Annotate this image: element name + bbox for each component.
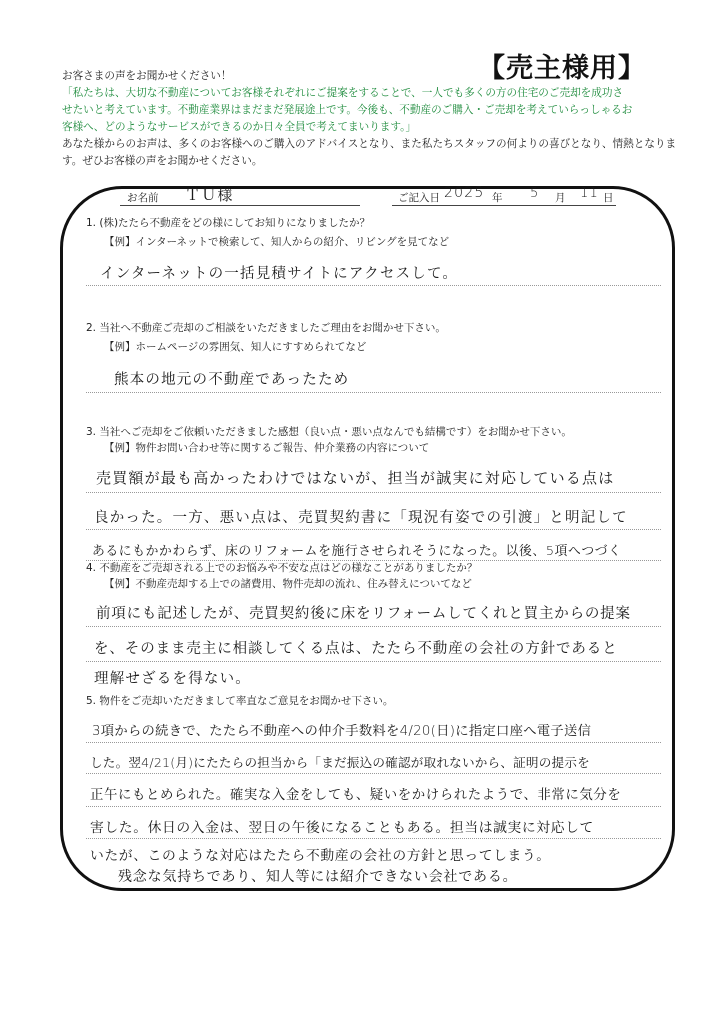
answer-1-line: インターネットの一括見積サイトにアクセスして。 bbox=[100, 266, 459, 282]
ruled-line bbox=[86, 529, 661, 530]
intro-green-line: 客様へ、どのようなサービスができるのか日々全員で考えてまいります。」 bbox=[62, 121, 417, 133]
ruled-line bbox=[86, 838, 661, 839]
date-month: 5 bbox=[530, 186, 540, 201]
answer-5-line: 害した。休日の入金は、翌日の午後になることもある。担当は誠実に対応して bbox=[90, 820, 594, 836]
answer-5-line: いたが、このような対応はたたら不動産の会社の方針と思ってしまう。 bbox=[90, 848, 551, 864]
name-underline bbox=[120, 205, 360, 206]
intro-line: あなた様からのお声は、多くのお客様へのご購入のアドバイスとなり、また私たちスタッフの何よりの喜びとなり、情熱となりま bbox=[62, 138, 677, 150]
question-3-example: 【例】物件お問い合わせ等に関するご報告、仲介業務の内容について bbox=[104, 442, 430, 454]
intro-green-line: 「私たちは、大切な不動産についてお客様それぞれにご提案をすることで、一人でも多くの方の住宅のご売却を成功さ bbox=[62, 87, 624, 99]
question-3: 3. 当社へご売却をご依頼いただきました感想（良い点・悪い点なんでも結構です）をお聞かせ下さい。 bbox=[86, 426, 572, 438]
ruled-line bbox=[86, 773, 661, 774]
intro-line: す。ぜひお客様の声をお聞かせください。 bbox=[62, 155, 263, 167]
answer-3-line: 良かった。一方、悪い点は、売買契約書に「現況有姿での引渡」と明記して bbox=[94, 510, 628, 526]
date-year: 2025 bbox=[444, 185, 485, 201]
question-1-example: 【例】インターネットで検索して、知人からの紹介、リビングを見てなど bbox=[104, 236, 450, 248]
ruled-line bbox=[86, 626, 661, 627]
question-2: 2. 当社へ不動産ご売却のご相談をいただきましたご理由をお聞かせ下さい。 bbox=[86, 322, 446, 334]
date-underline bbox=[392, 205, 616, 206]
answer-5-line: 残念な気持ちであり、知人等には紹介できない会社である。 bbox=[118, 869, 518, 885]
answer-4-line: 前項にも記述したが、売買契約後に床をリフォームしてくれと買主からの提案 bbox=[96, 606, 631, 622]
ruled-line bbox=[86, 492, 661, 493]
intro-text bbox=[62, 68, 692, 170]
date-label: ご記入日 bbox=[398, 192, 440, 204]
answer-2-line: 熊本の地元の不動産であったため bbox=[114, 372, 350, 388]
answer-3-line: 売買額が最も高かったわけではないが、担当が誠実に対応している点は bbox=[96, 469, 615, 487]
answer-5-line: 正午にもとめられた。確実な入金をしても、疑いをかけられたようで、非常に気分を bbox=[90, 788, 622, 803]
ruled-line bbox=[86, 285, 661, 286]
question-5: 5. 物件をご売却いただきまして率直なご意見をお聞かせ下さい。 bbox=[86, 695, 394, 707]
answer-5-line: 3項からの続きで、たたら不動産への仲介手数料を4/20(日)に指定口座へ電子送信 bbox=[92, 724, 592, 739]
month-unit: 月 bbox=[555, 192, 566, 204]
intro-green-line: せたいと考えています。不動産業界はまだまだ発展途上です。今後も、不動産のご購入・ご売却を考えていらっしゃるお bbox=[62, 104, 633, 116]
name-label: お名前 bbox=[127, 192, 159, 204]
question-4-example: 【例】不動産売却する上での諸費用、物件売却の流れ、住み替えについてなど bbox=[104, 578, 472, 590]
year-unit: 年 bbox=[492, 192, 503, 204]
question-4: 4. 不動産をご売却される上でのお悩みや不安な点はどの様なことがありましたか？ bbox=[86, 562, 478, 574]
date-day: 11 bbox=[580, 186, 599, 201]
ruled-line bbox=[86, 742, 661, 743]
name-value: ＴＵ様 bbox=[185, 186, 234, 204]
ruled-line bbox=[86, 661, 661, 662]
answer-5-line: した。翌4/21(月)にたたらの担当から「まだ振込の確認が取れないから、証明の提示を bbox=[90, 755, 590, 770]
answer-3-line: あるにもかかわらず、床のリフォームを施行させられそうになった。以後、5項へつづく bbox=[92, 544, 622, 559]
question-1: 1. (株)たたら不動産をどの様にしてお知りになりましたか？ bbox=[86, 217, 371, 229]
ruled-line bbox=[86, 392, 661, 393]
intro-line: お客さまの声をお聞かせください！ bbox=[62, 70, 232, 82]
day-unit: 日 bbox=[603, 192, 614, 204]
answer-4-line: 理解せざるを得ない。 bbox=[94, 671, 251, 687]
seller-badge: 【売主様用】 bbox=[478, 53, 646, 84]
ruled-line bbox=[86, 806, 661, 807]
question-2-example: 【例】ホームページの雰囲気、知人にすすめられてなど bbox=[104, 341, 367, 353]
answer-4-line: を、そのまま売主に相談してくる点は、たたら不動産の会社の方針であると bbox=[94, 641, 618, 657]
